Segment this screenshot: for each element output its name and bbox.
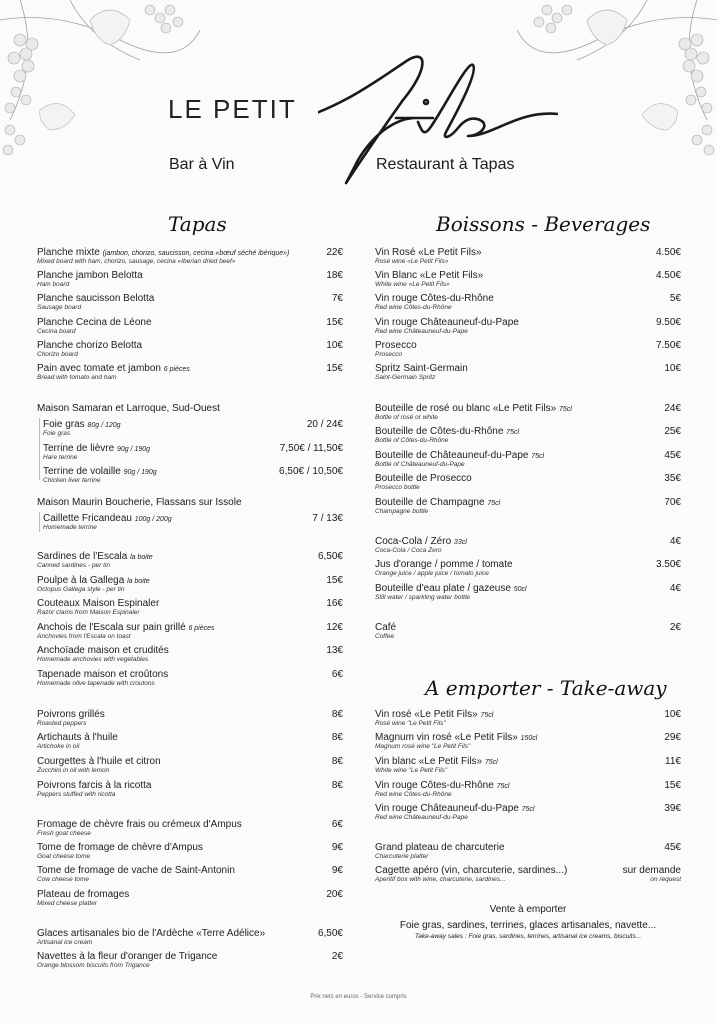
footer-note: Prix nets en euros - Service compris (310, 994, 407, 1000)
subtitle-bar-a-vin: Bar à Vin (169, 156, 235, 173)
price: 15€ (326, 363, 343, 374)
price: 24€ (664, 403, 681, 414)
price: 15€ (326, 317, 343, 328)
price: 18€ (326, 270, 343, 281)
list-item: Poulpe à la Gallega la boite Octopus Gallega style - per tin 15€ (37, 575, 343, 593)
list-item: Fromage de chèvre frais ou crémeux d'Ampus Fresh goat cheese 6€ (37, 819, 343, 837)
list-item: Spritz Saint-Germain Saint-Germain Spritz 10€ (375, 363, 681, 381)
price: 2€ (331, 951, 343, 962)
group-bracket (39, 418, 40, 480)
list-item: Foie gras 80g / 120g Foie gras 20 / 24€ (43, 419, 343, 437)
list-item: Vin rouge Châteauneuf-du-Pape Red wine Châteauneuf-du-Pape 9.50€ (375, 317, 681, 335)
price: 6,50€ / 10,50€ (279, 466, 343, 477)
list-item: Bouteille de Côtes-du-Rhône 75cl Bottle of Côtes-du-Rhône 25€ (375, 426, 681, 444)
price: 3.50€ (655, 559, 681, 570)
price: 6€ (331, 669, 343, 680)
price: 6€ (331, 819, 343, 830)
list-item: Sardines de l'Escala la boite Canned sardines - per tin 6,50€ (37, 551, 343, 569)
list-item: Bouteille d'eau plate / gazeuse 50cl Still water / sparkling water bottle 4€ (375, 583, 681, 601)
price: 10€ (664, 709, 681, 720)
list-item: Plateau de fromages Mixed cheese platter 20€ (37, 889, 343, 907)
brand-name: LE PETIT (168, 94, 297, 124)
group-title-samaran: Maison Samaran et Larroque, Sud-Ouest (37, 403, 220, 414)
list-item: Artichauts à l'huile Artichoke in oil 8€ (37, 732, 343, 750)
list-item: Courgettes à l'huile et citron Zucchini in oil with lemon 8€ (37, 756, 343, 774)
list-item: Planche saucisson Belotta Sausage board 7€ (37, 293, 343, 311)
price: 12€ (326, 622, 343, 633)
price: 25€ (664, 426, 681, 437)
list-item: Tome de fromage de chèvre d'Ampus Goat cheese tome 9€ (37, 842, 343, 860)
list-item: Poivrons grillés Roasted peppers 8€ (37, 709, 343, 727)
list-item: Magnum vin rosé «Le Petit Fils» 150cl Magnum rosé wine "Le Petit Fils" 29€ (375, 732, 681, 750)
price: 9.50€ (655, 317, 681, 328)
list-item: Bouteille de rosé ou blanc «Le Petit Fils» 75cl Bottle of rosé or white 24€ (375, 403, 681, 421)
takeaway-sale-text: Foie gras, sardines, terrines, glaces artisanales, navette... (399, 920, 657, 931)
price: 6,50€ (317, 551, 343, 562)
price: 7.50€ (655, 340, 681, 351)
list-item: Pain avec tomate et jambon 6 pièces Bread with tomato and ham 15€ (37, 363, 343, 381)
list-item: Jus d'orange / pomme / tomate Orange juice / apple juice / tomato juice 3.50€ (375, 559, 681, 577)
list-item: Tapenade maison et croûtons Homemade olive tapenade with croutons 6€ (37, 669, 343, 687)
price: 8€ (331, 732, 343, 743)
price: 8€ (331, 709, 343, 720)
list-item: Vin rosé «Le Petit Fils» 75cl Rosé wine "Le Petit Fils" 10€ (375, 709, 681, 727)
price: 4.50€ (655, 270, 681, 281)
list-item: Bouteille de Châteauneuf-du-Pape 75cl Bottle of Châteauneuf-du-Pape 45€ (375, 450, 681, 468)
price: 45€ (664, 842, 681, 853)
beverages-title: Boissons - Beverages (436, 212, 651, 236)
price: 7,50€ / 11,50€ (279, 443, 343, 454)
list-item: Terrine de volaille 90g / 190g Chicken liver terrine 6,50€ / 10,50€ (43, 466, 343, 484)
price: 20€ (326, 889, 343, 900)
list-item: Anchoïade maison et crudités Homemade anchovies with vegetables 13€ (37, 645, 343, 663)
list-item: Navettes à la fleur d'oranger de Trigance Orange blossom biscuits from Trigance 2€ (37, 951, 343, 969)
list-item: Vin rouge Côtes-du-Rhône 75cl Red wine Côtes-du-Rhône 15€ (375, 780, 681, 798)
list-item: Vin rouge Côtes-du-Rhône Red wine Côtes-du-Rhône 5€ (375, 293, 681, 311)
list-item: Prosecco Prosecco 7.50€ (375, 340, 681, 358)
list-item: Planche jambon Belotta Ham board 18€ (37, 270, 343, 288)
list-item: Couteaux Maison Espinaler Razor clams from Maison Espinaler 16€ (37, 598, 343, 616)
list-item: Poivrons farcis à la ricotta Peppers stuffed with ricotta 8€ (37, 780, 343, 798)
price: 15€ (326, 575, 343, 586)
price: 8€ (331, 756, 343, 767)
price: 9€ (331, 865, 343, 876)
takeaway-sale-sub: Take-away sales : Foie gras, sardines, terrines, artisanal ice creams, biscuits... (414, 933, 642, 940)
list-item: Bouteille de Champagne 75cl Champagne bottle 70€ (375, 497, 681, 515)
price: sur demande on request (622, 865, 681, 883)
price: 10€ (326, 340, 343, 351)
price: 70€ (664, 497, 681, 508)
list-item: Grand plateau de charcuterie Charcuterie platter 45€ (375, 842, 681, 860)
takeaway-sale-title: Vente à emporter (489, 904, 567, 915)
price: 2€ (669, 622, 681, 633)
price: 29€ (664, 732, 681, 743)
list-item: Tome de fromage de vache de Saint-Antonin Cow cheese tome 9€ (37, 865, 343, 883)
list-item: Coca-Cola / Zéro 33cl Coca-Cola / Coca Zero 4€ (375, 536, 681, 554)
takeaway-title: A emporter - Take-away (425, 676, 667, 700)
price: 4€ (669, 536, 681, 547)
price: 22€ (326, 247, 343, 258)
group-bracket (39, 512, 40, 532)
list-item: Terrine de lièvre 90g / 190g Hare terrine 7,50€ / 11,50€ (43, 443, 343, 461)
price: 13€ (326, 645, 343, 656)
list-item: Vin blanc «Le Petit Fils» 75cl White wine "Le Petit Fils" 11€ (375, 756, 681, 774)
price: 7 / 13€ (312, 513, 343, 524)
price: 5€ (669, 293, 681, 304)
price: 39€ (664, 803, 681, 814)
group-title-maurin: Maison Maurin Boucherie, Flassans sur Issole (37, 497, 242, 508)
list-item: Planche mixte (jambon, chorizo, saucisson, cecina «bœuf séché ibérique») Mixed board with ham, chorizo, sausage, cecina «Iberian dried beef» 22€ (37, 247, 343, 265)
list-item: Vin Blanc «Le Petit Fils» White wine «Le Petit Fils» 4.50€ (375, 270, 681, 288)
list-item: Cagette apéro (vin, charcuterie, sardines...) Aperitif box with wine, charcuterie, sardines... sur demande on request (375, 865, 681, 883)
price: 20 / 24€ (306, 419, 343, 430)
price: 7€ (331, 293, 343, 304)
list-item: Glaces artisanales bio de l'Ardèche «Terre Adélice» Artisanal ice cream 6,50€ (37, 928, 343, 946)
list-item: Planche Cecina de Léone Cecina board 15€ (37, 317, 343, 335)
price: 35€ (664, 473, 681, 484)
beverages-column (375, 0, 681, 1024)
list-item: Caillette Fricandeau 100g / 200g Homemade terrine 7 / 13€ (43, 513, 343, 531)
list-item: Anchois de l'Escala sur pain grillé 6 pièces Anchovies from l'Escala on toast 12€ (37, 622, 343, 640)
price: 4€ (669, 583, 681, 594)
price: 15€ (664, 780, 681, 791)
price: 6,50€ (317, 928, 343, 939)
price: 4.50€ (655, 247, 681, 258)
subtitle-restaurant: Restaurant à Tapas (376, 156, 515, 173)
tapas-column (37, 0, 343, 1024)
price: 8€ (331, 780, 343, 791)
tapas-title: Tapas (168, 212, 227, 236)
price: 45€ (664, 450, 681, 461)
list-item: Vin Rosé «Le Petit Fils» Rosé wine «Le Petit Fils» 4.50€ (375, 247, 681, 265)
price: 11€ (665, 756, 681, 767)
list-item: Vin rouge Châteauneuf-du-Pape 75cl Red wine Châteauneuf-du-Pape 39€ (375, 803, 681, 821)
price: 16€ (326, 598, 343, 609)
list-item: Café Coffee 2€ (375, 622, 681, 640)
list-item: Bouteille de Prosecco Prosecco bottle 35€ (375, 473, 681, 491)
price: 9€ (331, 842, 343, 853)
list-item: Planche chorizo Belotta Chorizo board 10€ (37, 340, 343, 358)
price: 10€ (664, 363, 681, 374)
